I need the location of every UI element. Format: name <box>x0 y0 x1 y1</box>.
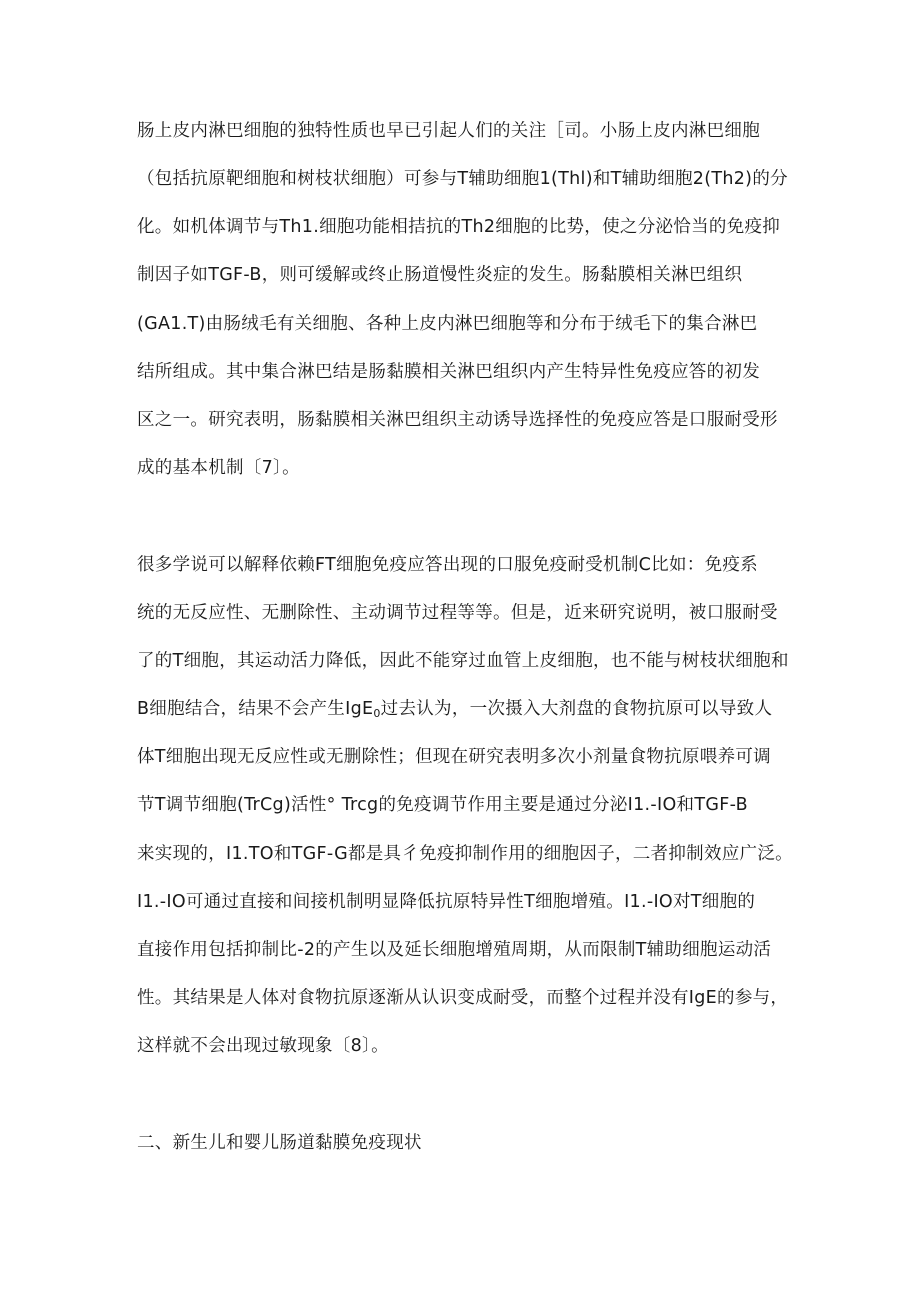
paragraph-line: 肠上皮内淋巴细胞的独特性质也早已引起人们的关注［司。小肠上皮内淋巴细胞 <box>137 121 760 141</box>
paragraph-line: 结所组成。其中集合淋巴结是肠黏膜相关淋巴组织内产生特异性免疫应答的初发 <box>137 362 760 382</box>
paragraph-line: 体T细胞出现无反应性或无删除性；但现在研究表明多次小剂量食物抗原喂养可调 <box>137 747 771 767</box>
subscript: 0 <box>373 707 381 720</box>
paragraph-line: 直接作用包括抑制比-2的产生以及延长细胞增殖周期，从而限制T辅助细胞运动活 <box>137 940 772 960</box>
paragraph-line: 化。如机体调节与Th1.细胞功能相拮抗的Th2细胞的比势，使之分泌恰当的免疫抑 <box>137 217 781 237</box>
paragraph-line: 制因子如TGF-B，则可缓解或终止肠道慢性炎症的发生。肠黏膜相关淋巴组织 <box>137 265 743 285</box>
line-text: B细胞结合，结果不会产生IgE <box>137 699 374 719</box>
paragraph-line: 区之一。研究表明，肠黏膜相关淋巴组织主动诱导选择性的免疫应答是口服耐受形 <box>137 410 778 430</box>
paragraph-line: 很多学说可以解释依赖FT细胞免疫应答出现的口服免疫耐受机制C比如：免疫系 <box>137 555 758 575</box>
paragraph-line: 来实现的，I1.TO和TGF-G都是具彳免疫抑制作用的细胞因子，二者抑制效应广泛。 <box>137 844 793 864</box>
paragraph-line: (GA1.T)由肠绒毛有关细胞、各种上皮内淋巴细胞等和分布于绒毛下的集合淋巴 <box>137 314 758 334</box>
paragraph-line: 性。其结果是人体对食物抗原逐渐从认识变成耐受，而整个过程并没有IgE的参与， <box>137 988 789 1008</box>
line-text: 过去认为，一次摄入大剂盘的食物抗原可以导致人 <box>380 699 773 719</box>
paragraph-line: 了的T细胞，其运动活力降低，因此不能穿过血管上皮细胞，也不能与树枝状细胞和 <box>137 651 789 671</box>
paragraph-line: I1.-IO可通过直接和间接机制明显降低抗原特异性T细胞增殖。I1.-IO对T细胞的 <box>137 892 756 912</box>
paragraph-line: 这样就不会出现过敏现象〔8〕。 <box>137 1036 389 1056</box>
paragraph-line: 节T调节细胞(TrCg)活性° Trcg的免疫调节作用主要是通过分泌I1.-IO和TGF-B <box>137 795 748 815</box>
paragraph-line: 成的基本机制〔7〕。 <box>137 458 300 478</box>
paragraph-line: 统的无反应性、无删除性、主动调节过程等等。但是，近来研究说明，被口服耐受 <box>137 603 778 623</box>
paragraph-line: （包括抗原靶细胞和树枝状细胞）可参与T辅助细胞1(Thl)和T辅助细胞2(Th2)的分 <box>137 169 788 189</box>
paragraph-line <box>137 697 772 726</box>
section-heading: 二、新生儿和婴儿肠道黏膜免疫现状 <box>137 1133 422 1153</box>
